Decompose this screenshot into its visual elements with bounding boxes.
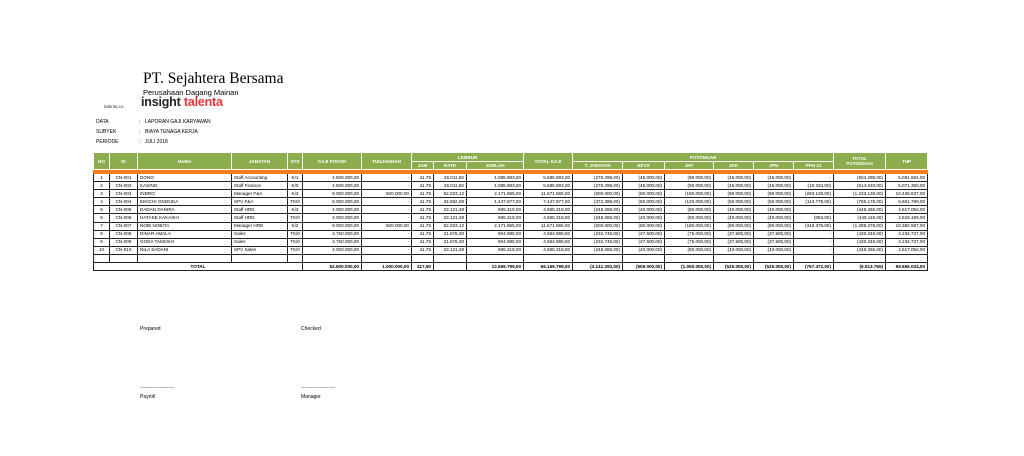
- checked-label: Checked: [301, 326, 321, 332]
- cell-jkk: (40.000,00): [714, 214, 754, 222]
- cell-t-jabatan: (500.000,00): [573, 222, 623, 230]
- cell-thp: 4.234.737,00: [886, 238, 928, 246]
- cell-empty: [467, 254, 524, 262]
- meta-sep: :: [139, 139, 141, 145]
- cell-gaji-pokok: 9.000.000,00: [303, 190, 362, 198]
- cell-id: CN-005: [110, 206, 138, 214]
- cell-gaji-pokok: 3.750.000,00: [303, 230, 362, 238]
- company-name: PT. Sejahtera Bersama: [143, 70, 284, 87]
- cell-id: CN-009: [110, 238, 138, 246]
- cell-jabatan: Staff Accounting: [232, 174, 288, 182]
- table-header-row: [94, 153, 928, 162]
- cell-bpjs: (80.000,00): [623, 222, 665, 230]
- table-row: [94, 198, 928, 206]
- cell-bpjs: (45.000,00): [623, 174, 665, 182]
- cell-empty: [794, 254, 834, 262]
- cell-jkk: (45.000,00): [714, 174, 754, 182]
- cell-jht: (90.000,00): [665, 174, 714, 182]
- cell-jpn: (40.000,00): [754, 214, 794, 222]
- cell-id: CN-001: [110, 174, 138, 182]
- cell-tunjangan: 500.000,00: [362, 222, 412, 230]
- cell-tunjangan: -: [362, 182, 412, 190]
- cell-rate: 52.023,12: [434, 222, 467, 230]
- report-meta: [96, 117, 211, 147]
- cell-nama: KASINO: [138, 182, 232, 190]
- cell-jabatan: Staff HRD: [232, 214, 288, 222]
- meta-key: PERIODE: [96, 139, 119, 145]
- cell-jumlah: 965.318,00: [467, 214, 524, 222]
- cell-empty: [362, 254, 412, 262]
- company-subtitle: Perusahaan Dagang Mainan: [143, 88, 239, 97]
- cell-total-gaji: 4.965.318,00: [524, 206, 573, 214]
- meta-row: [96, 127, 211, 137]
- cell-jam: 41,75: [412, 222, 434, 230]
- cell-sts: K/0: [288, 182, 303, 190]
- cell-jumlah: 904.986,00: [467, 238, 524, 246]
- table-row-empty: [94, 254, 928, 262]
- cell-empty: [303, 254, 362, 262]
- col-id-header: ID: [110, 153, 138, 170]
- cell-jumlah: 2.171.965,00: [467, 222, 524, 230]
- site-label: talenta.co: [104, 104, 124, 109]
- cell-pph21: (113.779,00): [794, 198, 834, 206]
- cell-total-gaji: 5.585.983,00: [524, 174, 573, 182]
- cell-empty: [665, 254, 714, 262]
- cell-sts: TK/0: [288, 238, 303, 246]
- cell-empty: [434, 254, 467, 262]
- cell-rate: 26.011,56: [434, 174, 467, 182]
- cell-tunjangan: -: [362, 238, 412, 246]
- cell-pph21: -: [794, 174, 834, 182]
- cell-rate: 26.011,56: [434, 182, 467, 190]
- cell-jht: (75.000,00): [665, 238, 714, 246]
- cell-jumlah: 965.318,00: [467, 206, 524, 214]
- cell-bpjs: (37.500,00): [623, 230, 665, 238]
- cell-bpjs: (40.000,00): [623, 246, 665, 254]
- cell-gaji-pokok: 9.000.000,00: [303, 222, 362, 230]
- cell-jkk: (90.000,00): [714, 222, 754, 230]
- cell-jht: (80.000,00): [665, 246, 714, 254]
- table-row: [94, 214, 928, 222]
- cell-total-potongan: (448.266,00): [834, 206, 886, 214]
- cell-tunjangan: -: [362, 198, 412, 206]
- cell-jpn: (45.000,00): [754, 174, 794, 182]
- cell-empty: [714, 254, 754, 262]
- cell-rate: 21.676,30: [434, 230, 467, 238]
- cell-jam: 41,75: [412, 214, 434, 222]
- cell-total-potongan: (504.299,00): [834, 174, 886, 182]
- cell-t-jabatan: (372.399,00): [573, 198, 623, 206]
- cell-jht: (120.000,00): [665, 198, 714, 206]
- total-gaji-pokok: 52.500.000,00: [303, 263, 362, 271]
- cell-sts: K/3: [288, 190, 303, 198]
- cell-jumlah: 1.447.977,00: [467, 198, 524, 206]
- cell-jkk: (40.000,00): [714, 206, 754, 214]
- cell-tunjangan: 500.000,00: [362, 190, 412, 198]
- cell-total-potongan: (420.249,00): [834, 238, 886, 246]
- cell-total-gaji: 11.671.965,00: [524, 222, 573, 230]
- cell-bpjs: (40.000,00): [623, 214, 665, 222]
- col-lembur-header: LEMBUR: [412, 153, 524, 162]
- cell-thp: 4.516.199,00: [886, 214, 928, 222]
- col-thp-header: THP: [886, 153, 928, 170]
- cell-empty: [573, 254, 623, 262]
- brand-logo-part2: talenta: [183, 95, 223, 109]
- cell-jkk: (45.000,00): [714, 182, 754, 190]
- total-jht: (1.050.000,00): [665, 263, 714, 271]
- cell-nama: EIKICHI ONIZUKA: [138, 198, 232, 206]
- cell-nama: GODA TAKESHI: [138, 238, 232, 246]
- col-total-gaji-header: TOTAL GAJI: [524, 153, 573, 170]
- cell-no: 10: [94, 246, 110, 254]
- cell-t-jabatan: (232.749,00): [573, 230, 623, 238]
- cell-no: 3: [94, 190, 110, 198]
- cell-total-potongan: (420.249,00): [834, 230, 886, 238]
- cell-total-gaji: 4.654.986,00: [524, 230, 573, 238]
- table-row: [94, 222, 928, 230]
- cell-pph21: (10.334,00): [794, 182, 834, 190]
- total-label: TOTAL: [94, 263, 303, 271]
- cell-jam: 41,75: [412, 190, 434, 198]
- cell-t-jabatan: (248.266,00): [573, 246, 623, 254]
- cell-t-jabatan: (248.266,00): [573, 206, 623, 214]
- col-jkk-header: JKK: [714, 162, 754, 170]
- cell-jht: (180.000,00): [665, 190, 714, 198]
- cell-sts: K/1: [288, 174, 303, 182]
- signature-line-manager: ...............................: [301, 384, 335, 390]
- cell-empty: [623, 254, 665, 262]
- cell-empty: [94, 254, 110, 262]
- cell-empty: [886, 254, 928, 262]
- col-gaji-pokok-header: GAJI POKOK: [303, 153, 362, 170]
- cell-jabatan: Manager HRD: [232, 222, 288, 230]
- cell-jpn: (90.000,00): [754, 190, 794, 198]
- cell-t-jabatan: (248.266,00): [573, 214, 623, 222]
- cell-jam: 41,75: [412, 174, 434, 182]
- cell-t-jabatan: (500.000,00): [573, 190, 623, 198]
- total-potongan-line2: POTONGAN: [846, 161, 873, 166]
- meta-sep: :: [139, 129, 141, 135]
- table-row: [94, 182, 928, 190]
- cell-bpjs: (45.000,00): [623, 182, 665, 190]
- col-potongan-header: POTONGAN: [573, 153, 834, 162]
- cell-empty: [288, 254, 303, 262]
- cell-no: 4: [94, 198, 110, 206]
- cell-empty: [138, 254, 232, 262]
- total-thp: 59.656.034,00: [886, 263, 928, 271]
- col-jht-header: JHT: [665, 162, 714, 170]
- cell-id: CN-003: [110, 190, 138, 198]
- cell-total-potongan: (448.266,00): [834, 246, 886, 254]
- cell-nama: INDRO: [138, 190, 232, 198]
- cell-jpn: (60.000,00): [754, 198, 794, 206]
- cell-no: 1: [94, 174, 110, 182]
- cell-gaji-pokok: 4.000.000,00: [303, 246, 362, 254]
- cell-empty: [834, 254, 886, 262]
- cell-jkk: (37.500,00): [714, 230, 754, 238]
- cell-gaji-pokok: 4.000.000,00: [303, 206, 362, 214]
- cell-jabatan: Staff Finance: [232, 182, 288, 190]
- table-row: [94, 230, 928, 238]
- total-row: [94, 263, 928, 271]
- cell-gaji-pokok: 4.000.000,00: [303, 214, 362, 222]
- cell-jabatan: SPV F&A: [232, 198, 288, 206]
- total-jpn: (525.000,00): [754, 263, 794, 271]
- cell-gaji-pokok: 6.000.000,00: [303, 198, 362, 206]
- cell-tunjangan: -: [362, 230, 412, 238]
- cell-jpn: (90.000,00): [754, 222, 794, 230]
- cell-total-gaji: 4.965.318,00: [524, 246, 573, 254]
- total-pph21: (767.472,00): [794, 263, 834, 271]
- cell-thp: 4.234.737,00: [886, 230, 928, 238]
- cell-pph21: -: [794, 246, 834, 254]
- payroll-label: Payroll: [140, 394, 156, 400]
- cell-no: 8: [94, 230, 110, 238]
- cell-pph21: -: [794, 238, 834, 246]
- table-row: [94, 238, 928, 246]
- cell-pph21: (293.128,00): [794, 190, 834, 198]
- manager-label: Manager: [301, 394, 321, 400]
- cell-jumlah: 965.318,00: [467, 246, 524, 254]
- col-tunjangan-header: TUNJANGAN: [362, 153, 412, 170]
- cell-rate: 23.121,39: [434, 206, 467, 214]
- cell-jam: 41,75: [412, 238, 434, 246]
- cell-jumlah: 1.085.983,00: [467, 182, 524, 190]
- cell-id: CN-010: [110, 246, 138, 254]
- cell-no: 9: [94, 238, 110, 246]
- cell-thp: 6.661.799,00: [886, 198, 928, 206]
- cell-total-gaji: 4.965.318,00: [524, 214, 573, 222]
- cell-id: CN-007: [110, 222, 138, 230]
- cell-sts: K/3: [288, 206, 303, 214]
- cell-jkk: (37.500,00): [714, 238, 754, 246]
- cell-thp: 5.081.684,00: [886, 174, 928, 182]
- cell-total-potongan: (1.233.128,00): [834, 190, 886, 198]
- cell-tunjangan: -: [362, 214, 412, 222]
- cell-rate: 21.676,30: [434, 238, 467, 246]
- cell-bpjs: (80.000,00): [623, 190, 665, 198]
- cell-jpn: (40.000,00): [754, 206, 794, 214]
- cell-jabatan: Manager F&A: [232, 190, 288, 198]
- cell-jht: (75.000,00): [665, 230, 714, 238]
- prepared-label: Prepared: [140, 326, 161, 332]
- cell-jabatan: Sales: [232, 230, 288, 238]
- cell-sts: K/2: [288, 222, 303, 230]
- cell-rate: 52.023,12: [434, 190, 467, 198]
- cell-jkk: (90.000,00): [714, 190, 754, 198]
- payroll-table: [93, 152, 928, 271]
- cell-rate: 23.121,39: [434, 214, 467, 222]
- cell-tunjangan: -: [362, 174, 412, 182]
- cell-jam: 41,75: [412, 230, 434, 238]
- cell-thp: 5.071.350,00: [886, 182, 928, 190]
- cell-jht: (80.000,00): [665, 206, 714, 214]
- meta-key: DATA: [96, 119, 109, 125]
- cell-tunjangan: -: [362, 246, 412, 254]
- cell-total-gaji: 11.671.965,00: [524, 190, 573, 198]
- cell-pph21: (853,00): [794, 214, 834, 222]
- cell-t-jabatan: (232.749,00): [573, 238, 623, 246]
- cell-bpjs: (60.000,00): [623, 198, 665, 206]
- cell-gaji-pokok: 3.750.000,00: [303, 238, 362, 246]
- col-jumlah-header: JUMLAH: [467, 162, 524, 170]
- cell-no: 6: [94, 214, 110, 222]
- cell-thp: 10.382.587,00: [886, 222, 928, 230]
- cell-rate: 23.121,39: [434, 246, 467, 254]
- cell-jam: 41,75: [412, 206, 434, 214]
- cell-empty: [754, 254, 794, 262]
- cell-nama: NOBI NOBITA: [138, 222, 232, 230]
- cell-nama: NILA SADANI: [138, 246, 232, 254]
- cell-jabatan: Staff HRD: [232, 206, 288, 214]
- cell-sts: TK/0: [288, 214, 303, 222]
- cell-empty: [232, 254, 288, 262]
- cell-jht: (180.000,00): [665, 222, 714, 230]
- cell-pph21: -: [794, 206, 834, 214]
- cell-jabatan: Sales: [232, 238, 288, 246]
- total-total-gaji: 66.169.799,00: [524, 263, 573, 271]
- total-total-potongan: (6.513.765): [834, 263, 886, 271]
- cell-thp: 4.517.052,00: [886, 206, 928, 214]
- col-pph21-header: PPH 21: [794, 162, 834, 170]
- meta-value: BIAYA TENAGA KERJA: [145, 129, 198, 135]
- cell-total-gaji: 7.447.977,00: [524, 198, 573, 206]
- cell-thp: 4.517.052,00: [886, 246, 928, 254]
- cell-nama: HATAKE KAKASHI: [138, 214, 232, 222]
- cell-sts: TK/0: [288, 198, 303, 206]
- table-row: [94, 190, 928, 198]
- cell-total-gaji: 5.585.983,00: [524, 182, 573, 190]
- cell-gaji-pokok: 4.500.000,00: [303, 174, 362, 182]
- cell-pph21: -: [794, 230, 834, 238]
- cell-nama: DINAR AMALA: [138, 230, 232, 238]
- cell-sts: TK/0: [288, 246, 303, 254]
- cell-total-potongan: (449.119,00): [834, 214, 886, 222]
- meta-value: JULI 2018: [145, 139, 168, 145]
- meta-key: SUBYEK: [96, 129, 117, 135]
- col-t-jabatan-header: T. JABATAN: [573, 162, 623, 170]
- cell-no: 2: [94, 182, 110, 190]
- table-row: [94, 246, 928, 254]
- col-nama-header: NAMA: [138, 153, 232, 170]
- cell-total-gaji: 4.654.986,00: [524, 238, 573, 246]
- cell-jpn: (40.000,00): [754, 246, 794, 254]
- meta-row: [96, 137, 211, 147]
- cell-t-jabatan: (279.299,00): [573, 174, 623, 182]
- signature-line-payroll: ...............................: [140, 384, 174, 390]
- brand-logo: [141, 95, 223, 109]
- cell-gaji-pokok: 4.500.000,00: [303, 182, 362, 190]
- cell-nama: DADAN DANIRA: [138, 206, 232, 214]
- cell-pph21: (349.378,00): [794, 222, 834, 230]
- cell-id: CN-006: [110, 214, 138, 222]
- total-potongan-line1: TOTAL: [852, 156, 867, 161]
- cell-jkk: (40.000,00): [714, 246, 754, 254]
- cell-bpjs: (40.000,00): [623, 206, 665, 214]
- table-body: [94, 170, 928, 271]
- col-jpn-header: JPN: [754, 162, 794, 170]
- cell-jam: 41,75: [412, 246, 434, 254]
- cell-empty: [412, 254, 434, 262]
- cell-jumlah: 1.085.983,00: [467, 174, 524, 182]
- col-total-potongan-header: [834, 153, 886, 170]
- cell-tunjangan: -: [362, 206, 412, 214]
- cell-sts: TK/0: [288, 230, 303, 238]
- cell-no: 5: [94, 206, 110, 214]
- brand-logo-part1: insight: [141, 95, 181, 109]
- total-jam: 417,50: [412, 263, 434, 271]
- cell-total-potongan: (514.633,00): [834, 182, 886, 190]
- cell-rate: 34.682,08: [434, 198, 467, 206]
- cell-jpn: (37.500,00): [754, 230, 794, 238]
- cell-jht: (90.000,00): [665, 182, 714, 190]
- col-rate-header: RATE: [434, 162, 467, 170]
- cell-empty: [524, 254, 573, 262]
- cell-id: CN-008: [110, 230, 138, 238]
- meta-value: LAPORAN GAJI KARYAWAN: [145, 119, 211, 125]
- total-jumlah: 12.669.799,00: [467, 263, 524, 271]
- meta-row: [96, 117, 211, 127]
- cell-jht: (80.000,00): [665, 214, 714, 222]
- cell-jpn: (45.000,00): [754, 182, 794, 190]
- col-bpjs-header: BPJS: [623, 162, 665, 170]
- cell-bpjs: (37.500,00): [623, 238, 665, 246]
- cell-jumlah: 904.986,00: [467, 230, 524, 238]
- cell-jkk: (60.000,00): [714, 198, 754, 206]
- col-sts-header: STS: [288, 153, 303, 170]
- cell-jpn: (37.500,00): [754, 238, 794, 246]
- cell-total-potongan: (786.178,00): [834, 198, 886, 206]
- cell-nama: DONO: [138, 174, 232, 182]
- cell-jam: 41,75: [412, 182, 434, 190]
- cell-no: 7: [94, 222, 110, 230]
- table-row: [94, 174, 928, 182]
- cell-jumlah: 2.171.965,00: [467, 190, 524, 198]
- col-jam-header: JAM: [412, 162, 434, 170]
- cell-id: CN-004: [110, 198, 138, 206]
- cell-thp: 10.438.837,00: [886, 190, 928, 198]
- cell-total-potongan: (1.289.378,00): [834, 222, 886, 230]
- meta-sep: :: [139, 119, 141, 125]
- cell-jabatan: SPV Sales: [232, 246, 288, 254]
- cell-t-jabatan: (279.299,00): [573, 182, 623, 190]
- total-bpjs: (505.000,00): [623, 263, 665, 271]
- cell-id: CN-002: [110, 182, 138, 190]
- total-jkk: (525.000,00): [714, 263, 754, 271]
- total-rate-empty: [434, 263, 467, 271]
- total-tunjangan: 1.000.000,00: [362, 263, 412, 271]
- table-row: [94, 206, 928, 214]
- col-jabatan-header: JABATAN: [232, 153, 288, 170]
- col-no-header: NO: [94, 153, 110, 170]
- cell-jam: 41,75: [412, 198, 434, 206]
- cell-empty: [110, 254, 138, 262]
- total-t-jabatan: (3.141.293,00): [573, 263, 623, 271]
